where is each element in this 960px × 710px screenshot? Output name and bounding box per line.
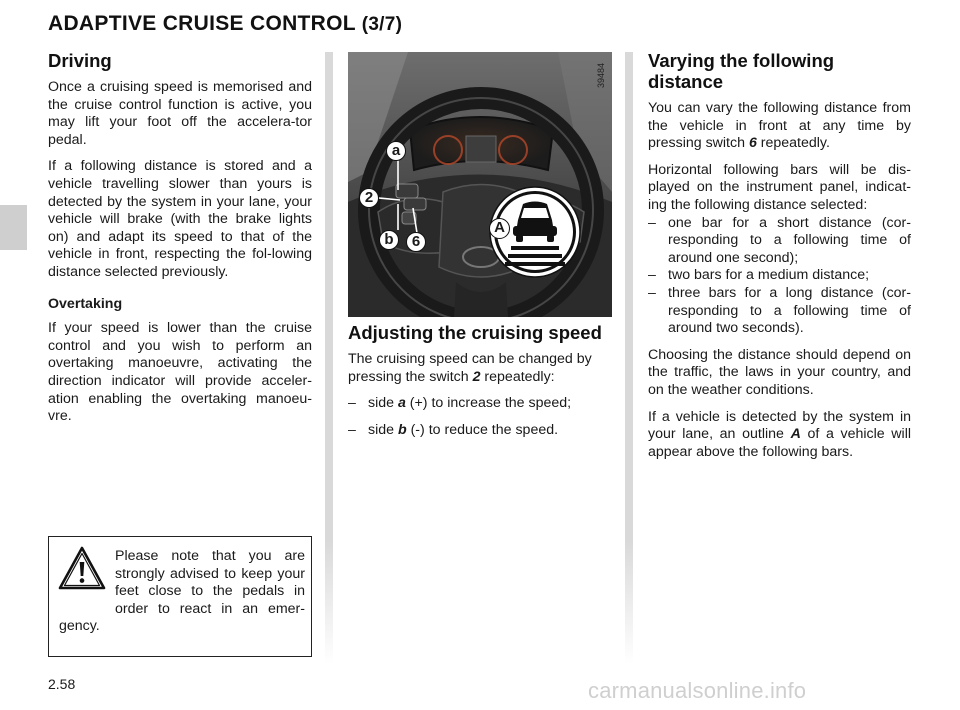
column-divider-right xyxy=(625,52,633,664)
steering-wheel-illustration xyxy=(348,52,612,317)
right-column xyxy=(648,50,911,470)
distance-bars-list xyxy=(648,215,911,338)
outline-ref-A: A xyxy=(790,426,801,443)
adjusting-speed-intro: The cruising speed can be changed by pressing the switch 2 repeatedly: xyxy=(348,351,592,385)
driving-heading: Driving xyxy=(48,50,112,71)
following-distance-para-2: Horizontal following bars will be dis-played on the instrument panel, indicat-ing the following distance selected: xyxy=(648,161,911,213)
page-title xyxy=(48,12,402,36)
column-divider-left xyxy=(325,52,333,664)
switch-ref-6: 6 xyxy=(748,135,757,152)
callout-a: a xyxy=(386,141,406,161)
page-title-suffix: (3/7) xyxy=(361,14,403,35)
callout-b: b xyxy=(379,230,399,250)
warning-text: Please note that you are strongly advised to keep your feet close to the pedals in order to react in an emer-gency. xyxy=(59,548,305,635)
adjusting-speed-heading: Adjusting the cruising speed xyxy=(348,322,602,343)
overtaking-subheading: Overtaking xyxy=(48,295,123,312)
following-distance-para-3: Choosing the distance should depend on the traffic, the laws in your country, and on the weather conditions. xyxy=(648,346,911,398)
following-distance-heading: Varying the following distance xyxy=(648,50,835,92)
section-tab xyxy=(0,205,27,250)
page-number: 2.58 xyxy=(48,676,76,692)
list-item: – three bars for a long distance (cor-responding to a following time of around two seconds). xyxy=(648,285,911,338)
page-title-main: ADAPTIVE CRUISE CONTROL xyxy=(48,12,356,35)
list-item: – two bars for a medium distance; xyxy=(648,267,911,285)
steering-wheel-figure xyxy=(348,52,612,317)
list-item: – side a (+) to increase the speed; xyxy=(348,395,614,413)
watermark: carmanualsonline.info xyxy=(588,678,807,703)
warning-text-block xyxy=(59,548,305,636)
list-item: – one bar for a short distance (cor-responding to a following time of around one second); xyxy=(648,215,911,268)
switch-ref-2: 2 xyxy=(472,368,481,385)
figure-code: 39484 xyxy=(596,62,606,88)
overtaking-para: If your speed is lower than the cruise control and you wish to perform an overtaking manoeuvre, activating the direction indicator will provide acceler-ation enabling the overtaking manoeu-vre. xyxy=(48,320,312,425)
callout-6: 6 xyxy=(406,232,426,252)
speed-options-list xyxy=(348,395,614,439)
middle-column xyxy=(348,322,614,448)
warning-box xyxy=(48,536,312,657)
callout-2: 2 xyxy=(359,188,379,208)
following-distance-para-1: You can vary the following distance from the vehicle in front at any time by pressing switch 6 repeatedly. xyxy=(648,100,911,152)
driving-para-1: Once a cruising speed is memorised and the cruise control function is active, you may lift your foot off the accelera-tor pedal. xyxy=(48,79,312,148)
list-item: – side b (-) to reduce the speed. xyxy=(348,422,614,440)
following-distance-para-4: If a vehicle is detected by the system in your lane, an outline A of a vehicle will appear above the following bars. xyxy=(648,408,911,460)
callout-A: A xyxy=(489,218,510,239)
driving-para-2: If a following distance is stored and a vehicle travelling slower than yours is detected by the system in your lane, your vehicle will brake (with the brake lights on) and adapt its speed to that of the vehicle in front, respecting the fol-lowing distance selected previously. xyxy=(48,158,312,280)
left-column xyxy=(48,50,312,435)
